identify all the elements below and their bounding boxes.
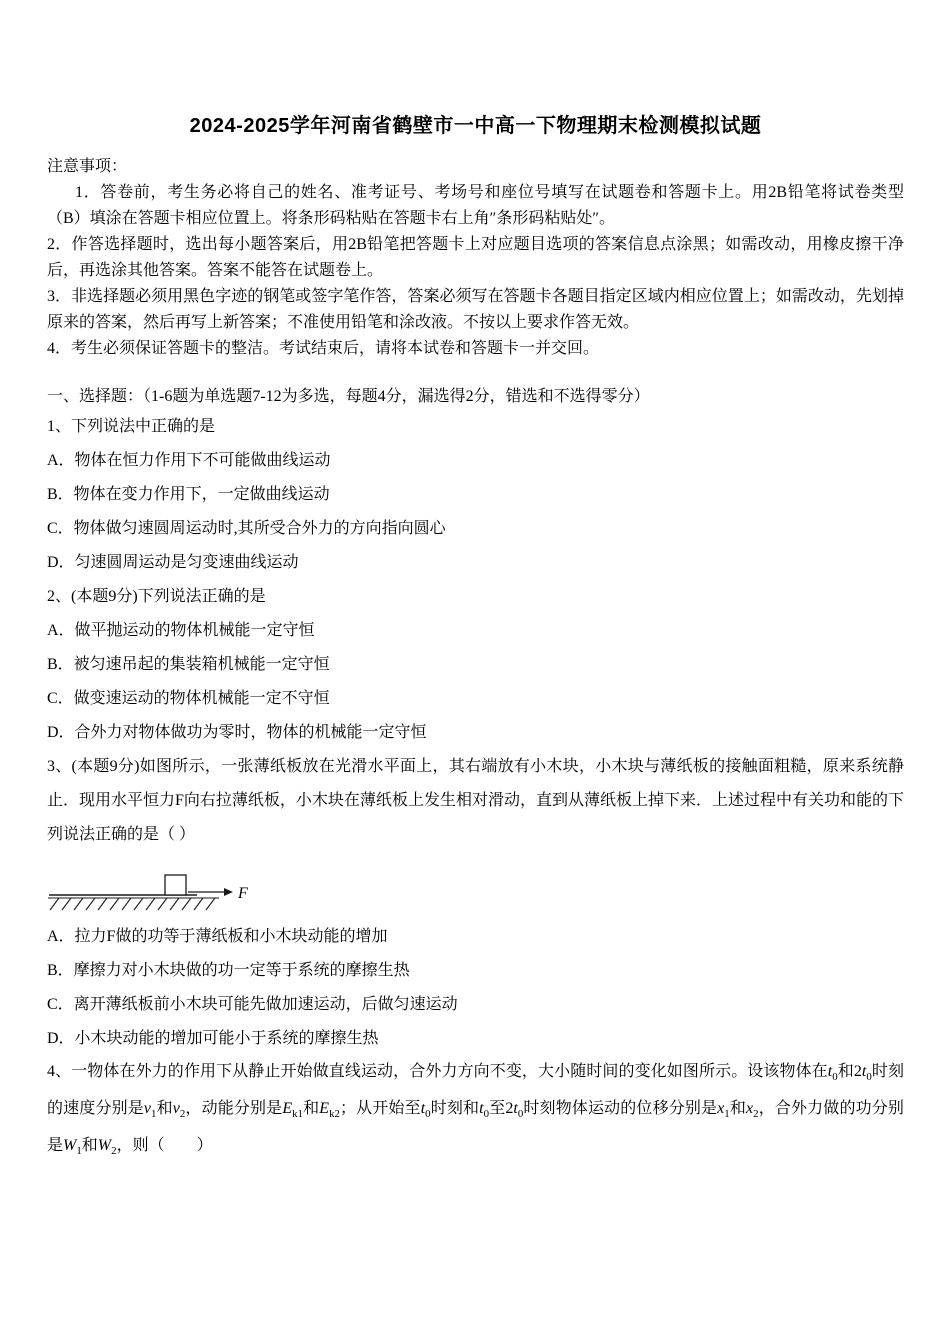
question-3-option-d: D．小木块动能的增加可能小于系统的摩擦生热	[47, 1030, 379, 1047]
page-title: 2024-2025学年河南省鹤壁市一中高一下物理期末检测模拟试题	[189, 115, 762, 137]
board-block-figure	[47, 860, 262, 914]
notice-item-3: 3．非选择题必须用黑色字迹的钢笔或签字笔作答，答案必须写在答题卡各题目指定区域内相应位置上；如需改动，先划掉原来的答案，然后再写上新答案；不准使用铅笔和涂改液。不按以上要求作答无效。	[47, 288, 904, 331]
question-1-option-d: D．匀速圆周运动是匀变速曲线运动	[47, 554, 299, 571]
force-arrowhead	[224, 888, 233, 896]
notice-item-4: 4．考生必须保证答题卡的整洁。考试结束后，请将本试卷和答题卡一并交回。	[47, 340, 600, 357]
question-3-option-a: A．拉力F做的功等于薄纸板和小木块动能的增加	[47, 928, 388, 945]
question-3-stem: 3、(本题9分)如图所示，一张薄纸板放在光滑水平面上，其右端放有小木块，小木块与薄纸板的接触面粗糙，原来系统静止．现用水平恒力F向右拉薄纸板，小木块在薄纸板上发生相对滑动，直到从薄纸板上掉下来．上述过程中有关功和能的下列说法正确的是（ ）	[47, 758, 904, 843]
question-2-option-d: D．合外力对物体做功为零时，物体的机械能一定守恒	[47, 724, 427, 741]
question-2-option-b: B．被匀速吊起的集装箱机械能一定守恒	[47, 656, 330, 673]
force-label: F	[238, 885, 248, 902]
ground-hatching	[48, 898, 219, 910]
question-3-option-b: B．摩擦力对小木块做的功一定等于系统的摩擦生热	[47, 962, 410, 979]
question-2-option-c: C．做变速运动的物体机械能一定不守恒	[47, 690, 330, 707]
question-1-option-b: B．物体在变力作用下，一定做曲线运动	[47, 486, 330, 503]
notice-header: 注意事项：	[47, 158, 128, 175]
section-header-choice-questions: 一、选择题：（1-6题为单选题7-12为多选，每题4分，漏选得2分，错选和不选得零分）	[47, 388, 650, 405]
question-1-option-c: C．物体做匀速圆周运动时,其所受合外力的方向指向圆心	[47, 520, 446, 537]
notice-item-1: 1．答卷前，考生务必将自己的姓名、准考证号、考场号和座位号填写在试题卷和答题卡上。用2B铅笔将试卷类型（B）填涂在答题卡相应位置上。将条形码粘贴在答题卡右上角″条形码粘贴处″。	[47, 184, 904, 227]
question-3-figure	[47, 860, 904, 916]
question-1-option-a: A．物体在恒力作用下不可能做曲线运动	[47, 452, 331, 469]
question-2-option-a: A．做平抛运动的物体机械能一定守恒	[47, 622, 315, 639]
question-2	[47, 580, 904, 750]
question-1	[47, 410, 904, 580]
question-4-stem: 4、一物体在外力的作用下从静止开始做直线运动，合外力方向不变，大小随时间的变化如图所示。设该物体在$t_0$和$2t_0$时刻的速度分别是$v_1$和$v_2$，动能分别是$E_{k1}$和$E_{k2}$；从开始至$t_0$时刻和$t_0$至$2t_0$时刻物体运动的位移分别是$x_1$和$x_2$，合外力做的功分别是$W_1$和$W_2$，则（ ）	[47, 1063, 904, 1158]
question-2-stem: 2、(本题9分)下列说法正确的是	[47, 588, 266, 605]
question-3-option-c: C．离开薄纸板前小木块可能先做加速运动，后做匀速运动	[47, 996, 458, 1013]
question-1-stem: 1、下列说法中正确的是	[47, 418, 216, 435]
question-3	[47, 750, 904, 1056]
question-4	[47, 1056, 904, 1168]
notice-item-2: 2．作答选择题时，选出每小题答案后，用2B铅笔把答题卡上对应题目选项的答案信息点涂黑；如需改动，用橡皮擦干净后，再选涂其他答案。答案不能答在试题卷上。	[47, 236, 904, 279]
wood-block	[165, 875, 186, 895]
notice-section	[47, 154, 904, 362]
